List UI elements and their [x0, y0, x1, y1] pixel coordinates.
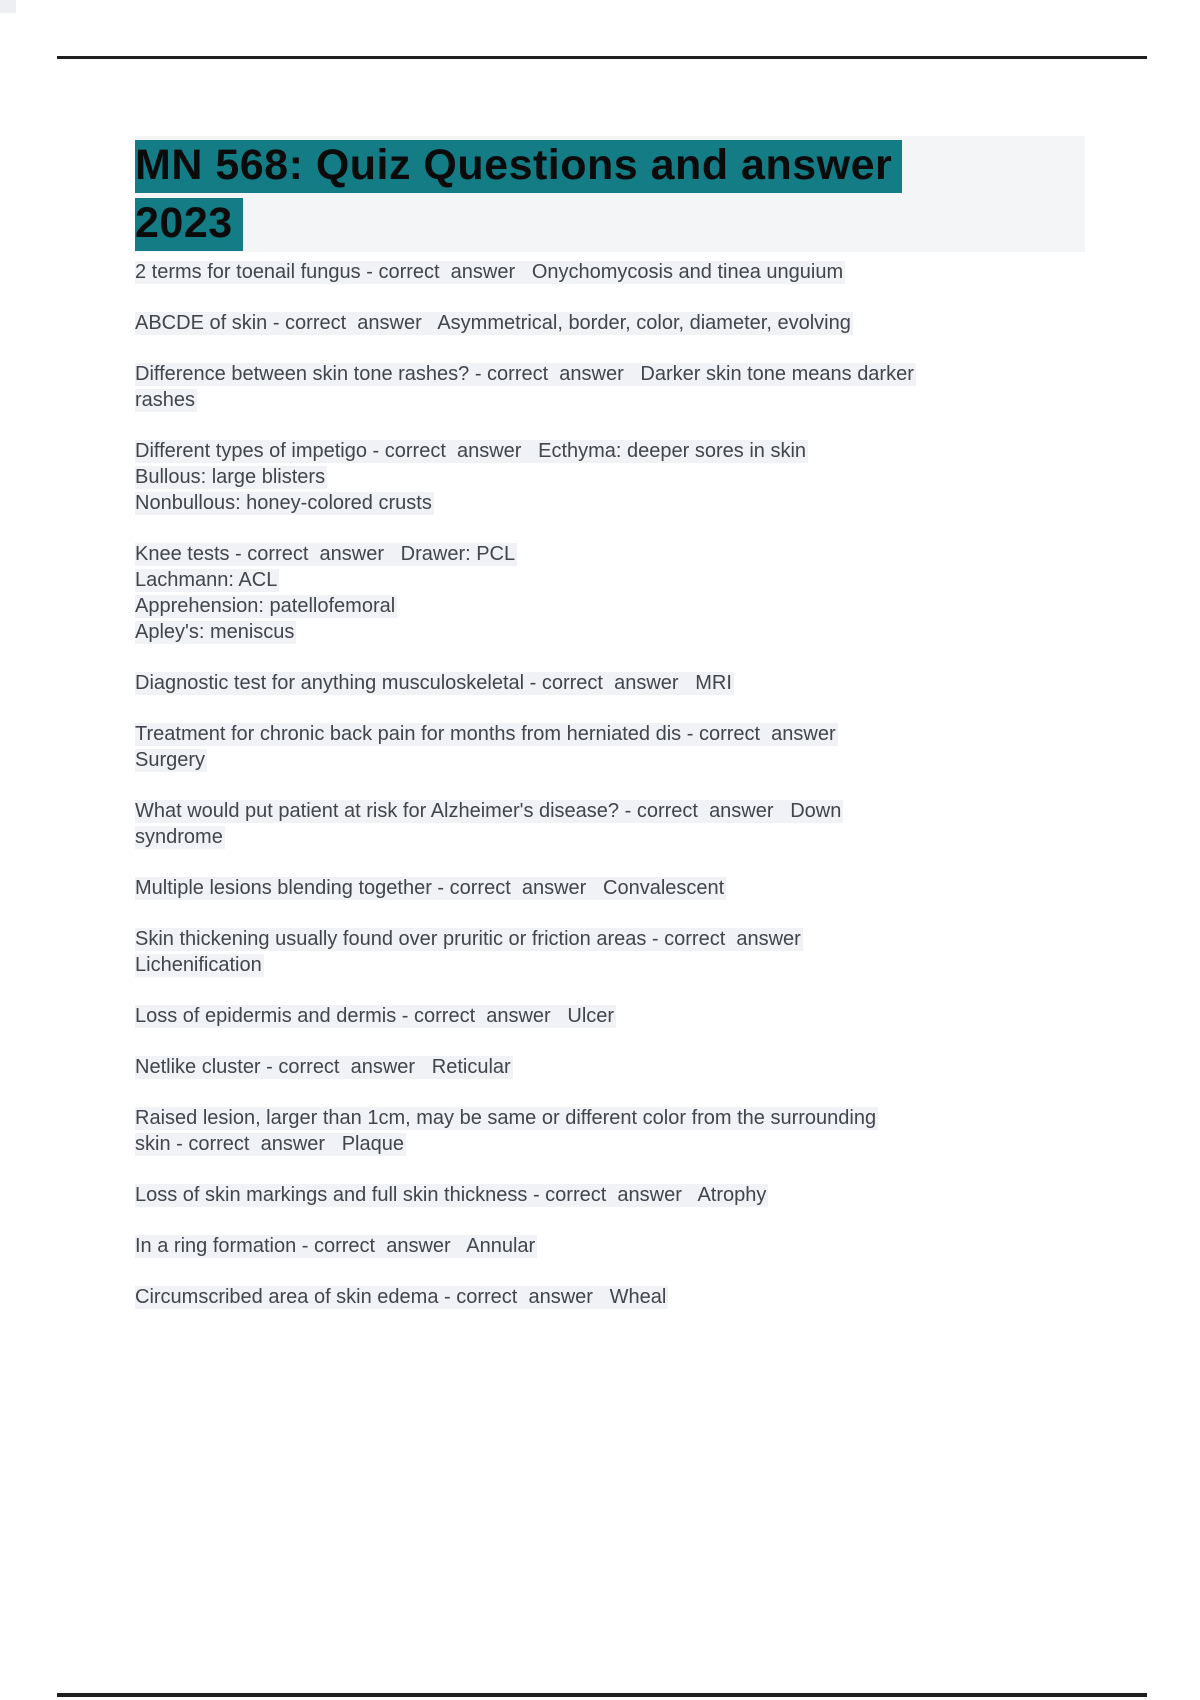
- qa-line: ABCDE of skin - correct answer Asymmetrical, border, color, diameter, evolving: [135, 312, 851, 334]
- qa-item: [135, 875, 1035, 901]
- qa-item: [135, 670, 1035, 696]
- qa-item: [135, 926, 1035, 978]
- qa-line: 2 terms for toenail fungus - correct answer Onychomycosis and tinea unguium: [135, 261, 844, 283]
- qa-item: [135, 798, 1035, 850]
- qa-line: In a ring formation - correct answer Annular: [135, 1235, 536, 1257]
- qa-line: Apley's: meniscus: [135, 621, 295, 643]
- top-divider: [57, 56, 1147, 59]
- qa-line: Treatment for chronic back pain for months from herniated dis - correct answer: [135, 723, 836, 745]
- qa-item: [135, 310, 1035, 336]
- qa-line: rashes: [135, 389, 196, 411]
- qa-item: [135, 438, 1035, 516]
- qa-item: [135, 1284, 1035, 1310]
- qa-line: Bullous: large blisters: [135, 466, 326, 488]
- qa-line: Lichenification: [135, 954, 262, 976]
- qa-item: [135, 721, 1035, 773]
- qa-line: Surgery: [135, 749, 206, 771]
- qa-line: Diagnostic test for anything musculoskeletal - correct answer MRI: [135, 672, 732, 694]
- qa-line: Raised lesion, larger than 1cm, may be same or different color from the surrounding: [135, 1107, 877, 1129]
- title-band: [135, 136, 1085, 252]
- page-title: [135, 136, 1085, 252]
- qa-item: [135, 361, 1035, 413]
- qa-line: Different types of impetigo - correct answer Ecthyma: deeper sores in skin: [135, 440, 807, 462]
- qa-item: [135, 259, 1035, 285]
- qa-line: What would put patient at risk for Alzheimer's disease? - correct answer Down: [135, 800, 842, 822]
- qa-line: Difference between skin tone rashes? - correct answer Darker skin tone means darker: [135, 363, 914, 385]
- qa-item: [135, 541, 1035, 645]
- qa-line: Loss of epidermis and dermis - correct answer Ulcer: [135, 1005, 615, 1027]
- page-title-line-2: 2023: [135, 198, 243, 251]
- qa-line: Knee tests - correct answer Drawer: PCL: [135, 543, 516, 565]
- qa-line: Apprehension: patellofemoral: [135, 595, 396, 617]
- qa-line: Multiple lesions blending together - correct answer Convalescent: [135, 877, 725, 899]
- qa-line: skin - correct answer Plaque: [135, 1133, 404, 1155]
- qa-line: Nonbullous: honey-colored crusts: [135, 492, 432, 514]
- qa-line: Circumscribed area of skin edema - correct answer Wheal: [135, 1286, 667, 1308]
- qa-item: [135, 1182, 1035, 1208]
- qa-line: Loss of skin markings and full skin thickness - correct answer Atrophy: [135, 1184, 767, 1206]
- qa-item: [135, 1003, 1035, 1029]
- qa-item: [135, 1233, 1035, 1259]
- qa-item: [135, 1105, 1035, 1157]
- qa-line: Lachmann: ACL: [135, 569, 278, 591]
- qa-item: [135, 1054, 1035, 1080]
- page-title-line-1: MN 568: Quiz Questions and answer: [135, 140, 902, 193]
- qa-line: syndrome: [135, 826, 223, 848]
- qa-line: Netlike cluster - correct answer Reticular: [135, 1056, 511, 1078]
- bottom-divider: [57, 1693, 1147, 1697]
- qa-list: [135, 259, 1035, 1335]
- corner-artifact: [0, 0, 16, 13]
- qa-line: Skin thickening usually found over pruritic or friction areas - correct answer: [135, 928, 801, 950]
